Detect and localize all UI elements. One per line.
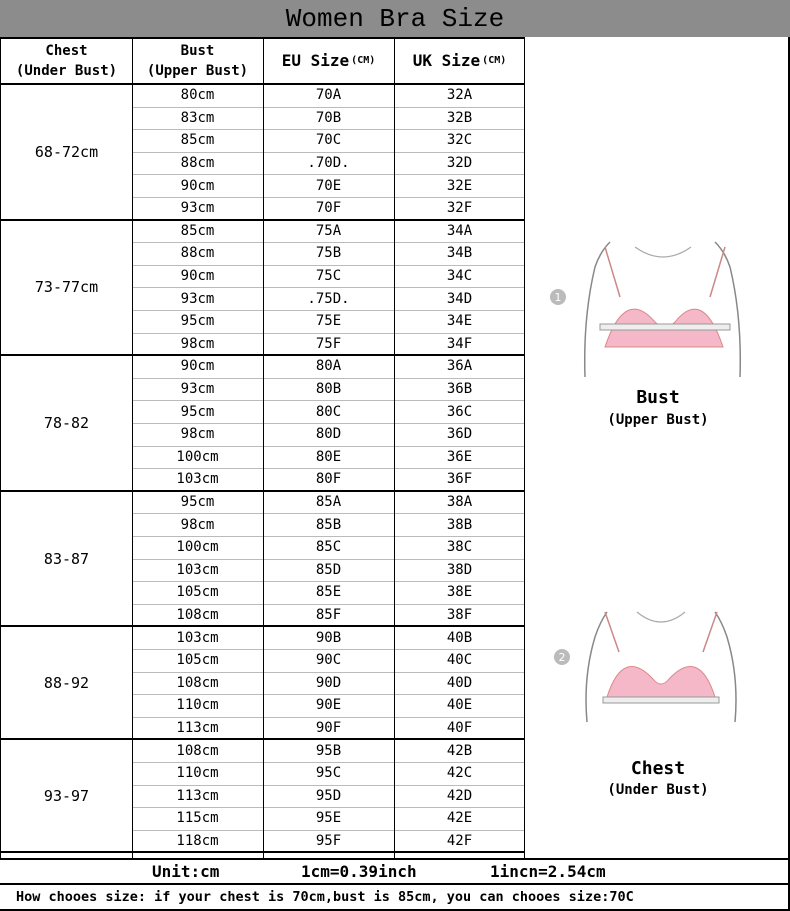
- chest-range-cell: 88-92: [43, 673, 90, 692]
- eu-size-cell: 75B: [315, 245, 342, 262]
- uk-size-cell: 42D: [446, 787, 473, 804]
- eu-size-cell: 75A: [315, 222, 342, 239]
- bust-cell: 98cm: [180, 426, 215, 443]
- eu-size-cell: 95F: [315, 833, 342, 850]
- bust-cell: 105cm: [176, 652, 219, 669]
- uk-size-cell: 38E: [446, 584, 473, 601]
- column-divider: [132, 37, 133, 858]
- eu-size-cell: 75F: [315, 335, 342, 352]
- uk-size-cell: 32E: [446, 177, 473, 194]
- eu-size-cell: 80C: [315, 403, 342, 420]
- uk-size-cell: 38B: [446, 516, 473, 533]
- eu-size-cell: 80B: [315, 381, 342, 398]
- header-uk-label: UK Size: [412, 50, 481, 70]
- bust-cell: 103cm: [176, 561, 219, 578]
- uk-size-cell: 32D: [446, 155, 473, 172]
- header-chest: [1, 37, 132, 84]
- eu-size-cell: 70B: [315, 109, 342, 126]
- header-chest-line1: Chest: [45, 42, 88, 59]
- uk-size-cell: 34D: [446, 290, 473, 307]
- bust-cell: 93cm: [180, 290, 215, 307]
- eu-size-cell: 90D: [315, 674, 342, 691]
- uk-size-cell: 38A: [446, 494, 473, 511]
- uk-size-cell: 38F: [446, 607, 473, 624]
- eu-size-cell: 95E: [315, 810, 342, 827]
- bust-cell: 85cm: [180, 222, 215, 239]
- chest-figure: [525, 597, 790, 737]
- page-title: Women Bra Size: [0, 0, 790, 37]
- bust-cell: 103cm: [176, 629, 219, 646]
- bust-cell: 93cm: [180, 200, 215, 217]
- eu-size-cell: 85D: [315, 561, 342, 578]
- uk-size-cell: 32B: [446, 109, 473, 126]
- header-eu-unit: (CM): [351, 54, 376, 66]
- eu-size-cell: 90F: [315, 720, 342, 737]
- column-divider: [394, 37, 395, 858]
- eu-size-cell: 85F: [315, 607, 342, 624]
- uk-size-cell: 36F: [446, 471, 473, 488]
- bust-sublabel: (Upper Bust): [607, 412, 709, 428]
- eu-size-cell: 90C: [315, 652, 342, 669]
- bust-cell: 113cm: [176, 787, 219, 804]
- header-eu-label: EU Size: [281, 50, 350, 70]
- bust-cell: 83cm: [180, 109, 215, 126]
- uk-size-cell: 32A: [446, 87, 473, 104]
- uk-size-cell: 40D: [446, 674, 473, 691]
- eu-size-cell: .70D.: [307, 155, 350, 172]
- eu-size-cell: 90E: [315, 697, 342, 714]
- uk-size-cell: 38C: [446, 539, 473, 556]
- column-divider: [263, 37, 264, 858]
- uk-size-cell: 34E: [446, 313, 473, 330]
- figure-2-number: 2: [558, 651, 566, 664]
- header-bust: [132, 37, 263, 84]
- uk-size-cell: 42F: [446, 833, 473, 850]
- eu-size-cell: 85A: [315, 494, 342, 511]
- unit-footer: [0, 858, 790, 883]
- eu-size-cell: 95D: [315, 787, 342, 804]
- bust-cell: 100cm: [176, 448, 219, 465]
- uk-size-cell: 34A: [446, 222, 473, 239]
- uk-size-cell: 36C: [446, 403, 473, 420]
- eu-size-cell: 80D: [315, 426, 342, 443]
- header-eu: [263, 37, 394, 84]
- uk-size-cell: 36D: [446, 426, 473, 443]
- eu-size-cell: 85B: [315, 516, 342, 533]
- bust-cell: 98cm: [180, 335, 215, 352]
- uk-size-cell: 34F: [446, 335, 473, 352]
- howto-footer: [0, 883, 790, 911]
- bust-cell: 90cm: [180, 177, 215, 194]
- chest-range-cell: 78-82: [43, 413, 90, 432]
- header-uk-unit: (CM): [482, 54, 507, 66]
- howto-text: How chooes size: if your chest is 70cm,bust is 85cm, you can chooes size:70C: [16, 889, 634, 905]
- bust-cell: 108cm: [176, 742, 219, 759]
- bust-cell: 95cm: [180, 313, 215, 330]
- eu-size-cell: 70C: [315, 132, 342, 149]
- bust-figure: [525, 227, 790, 387]
- conversion-cm-inch: 1cm=0.39inch: [301, 862, 417, 881]
- uk-size-cell: 40F: [446, 720, 473, 737]
- bust-cell: 90cm: [180, 358, 215, 375]
- eu-size-cell: 90B: [315, 629, 342, 646]
- unit-label: Unit:cm: [152, 862, 220, 881]
- bust-cell: 88cm: [180, 155, 215, 172]
- bust-cell: 103cm: [176, 471, 219, 488]
- uk-size-cell: 32F: [446, 200, 473, 217]
- eu-size-cell: 75C: [315, 268, 342, 285]
- eu-size-cell: 95B: [315, 742, 342, 759]
- bust-cell: 93cm: [180, 381, 215, 398]
- header-bust-line1: Bust: [180, 42, 215, 59]
- eu-size-cell: 80F: [315, 471, 342, 488]
- uk-size-cell: 42C: [446, 765, 473, 782]
- bust-cell: 80cm: [180, 87, 215, 104]
- eu-size-cell: 70E: [315, 177, 342, 194]
- eu-size-cell: .75D.: [307, 290, 350, 307]
- measurement-figures: [524, 37, 790, 858]
- eu-size-cell: 70F: [315, 200, 342, 217]
- chest-label: Chest: [630, 758, 686, 779]
- header-chest-line2: (Under Bust): [15, 62, 118, 79]
- eu-size-cell: 80E: [315, 448, 342, 465]
- chest-range-cell: 93-97: [43, 786, 90, 805]
- uk-size-cell: 38D: [446, 561, 473, 578]
- bust-cell: 110cm: [176, 765, 219, 782]
- chest-range-cell: 73-77cm: [34, 278, 99, 297]
- bust-cell: 95cm: [180, 403, 215, 420]
- bust-cell: 115cm: [176, 810, 219, 827]
- bust-cell: 108cm: [176, 674, 219, 691]
- uk-size-cell: 42E: [446, 810, 473, 827]
- figure-1-number: 1: [554, 291, 562, 304]
- chest-range-cell: 68-72cm: [34, 142, 99, 161]
- bust-cell: 113cm: [176, 720, 219, 737]
- uk-size-cell: 32C: [446, 132, 473, 149]
- bust-cell: 95cm: [180, 494, 215, 511]
- uk-size-cell: 34B: [446, 245, 473, 262]
- bust-cell: 105cm: [176, 584, 219, 601]
- eu-size-cell: 85C: [315, 539, 342, 556]
- bust-cell: 110cm: [176, 697, 219, 714]
- uk-size-cell: 36B: [446, 381, 473, 398]
- chest-range-cell: 83-87: [43, 549, 90, 568]
- bust-cell: 98cm: [180, 516, 215, 533]
- uk-size-cell: 34C: [446, 268, 473, 285]
- uk-size-cell: 36E: [446, 448, 473, 465]
- header-bust-line2: (Upper Bust): [146, 62, 249, 79]
- bust-cell: 100cm: [176, 539, 219, 556]
- bust-cell: 85cm: [180, 132, 215, 149]
- header-uk: [394, 37, 525, 84]
- bust-cell: 90cm: [180, 268, 215, 285]
- uk-size-cell: 40C: [446, 652, 473, 669]
- conversion-inch-cm: 1incn=2.54cm: [490, 862, 606, 881]
- bust-label: Bust: [636, 387, 680, 408]
- eu-size-cell: 95C: [315, 765, 342, 782]
- eu-size-cell: 75E: [315, 313, 342, 330]
- chest-sublabel: (Under Bust): [607, 782, 709, 798]
- eu-size-cell: 70A: [315, 87, 342, 104]
- uk-size-cell: 40B: [446, 629, 473, 646]
- eu-size-cell: 80A: [315, 358, 342, 375]
- uk-size-cell: 36A: [446, 358, 473, 375]
- uk-size-cell: 40E: [446, 697, 473, 714]
- uk-size-cell: 42B: [446, 742, 473, 759]
- eu-size-cell: 85E: [315, 584, 342, 601]
- bust-cell: 108cm: [176, 607, 219, 624]
- bust-cell: 88cm: [180, 245, 215, 262]
- size-table: [0, 37, 524, 858]
- bust-cell: 118cm: [176, 833, 219, 850]
